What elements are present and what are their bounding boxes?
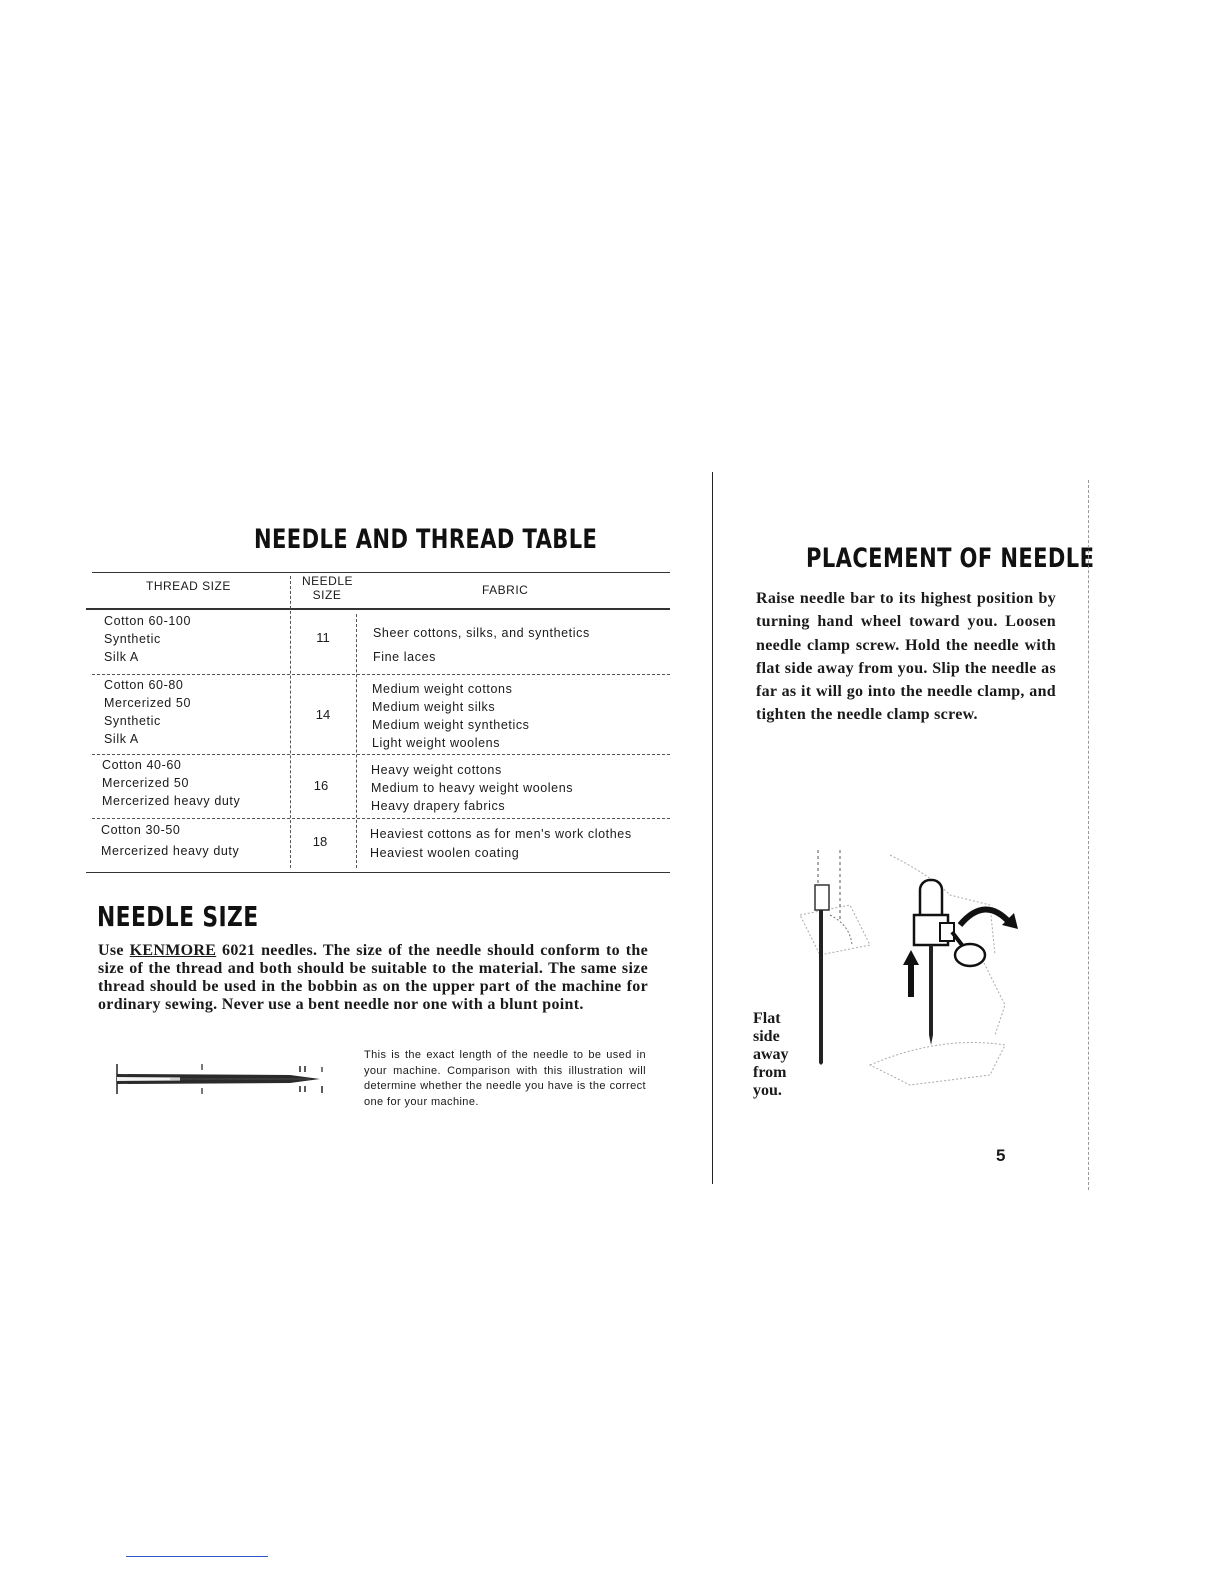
table-top-rule (92, 572, 670, 573)
needle-size-cell: 11 (316, 630, 330, 645)
needle-size-paragraph: Use KENMORE 6021 needles. The size of the needle should conform to the size of the thread and both should be suitable to the material. The same size thread should be used in the bobbin as on the upper part of the machine for ordinary sewing. Never use a bent needle nor one with a blunt point. (98, 942, 648, 1013)
page-edge (1088, 480, 1089, 1190)
table-title: NEEDLE AND THREAD TABLE (254, 524, 598, 555)
flat-side-caption: Flat side away from you. (753, 1010, 789, 1099)
turn-arrow-icon (960, 909, 1010, 925)
page-divider (712, 472, 713, 1184)
column-divider (290, 576, 291, 868)
thread-cell: Cotton 40-60 Mercerized 50 Mercerized heavy duty (102, 758, 241, 808)
row-divider (92, 754, 670, 755)
needle-side-view-icon (815, 850, 852, 1065)
thread-cell: Cotton 60-80 Mercerized 50 Synthetic Silk A (104, 678, 191, 746)
fabric-cell: Medium weight cottons Medium weight silks Medium weight synthetics Light weight woolens (372, 682, 530, 750)
row-divider (92, 674, 670, 675)
thread-cell: Cotton 60-100 Synthetic Silk A (104, 614, 192, 664)
fabric-cell: Heaviest cottons as for men's work clothes Heaviest woolen coating (370, 827, 632, 860)
needle-clamp (914, 880, 985, 1045)
page-number: 5 (996, 1146, 1006, 1165)
fabric-cell: Heavy weight cottons Medium to heavy weight woolens Heavy drapery fabrics (371, 763, 574, 813)
needle-thread-table (86, 566, 670, 876)
clamp-screw-icon (955, 944, 985, 966)
needle-size-cell: 18 (312, 834, 328, 849)
fabric-cell: Sheer cottons, silks, and synthetics Fine laces (373, 626, 590, 664)
needle-size-heading: NEEDLE SIZE (97, 900, 259, 933)
column-divider (356, 614, 357, 868)
table-bottom-rule (86, 872, 670, 873)
placement-paragraph: Raise needle bar to its highest position by turning hand wheel toward you. Loosen needle clamp screw. Hold the needle with flat side away from you. Slip the needle as far as it will go into the needle clamp, and tighten the needle clamp screw. (756, 590, 1056, 724)
header-rule (86, 608, 670, 610)
thread-cell: Cotton 30-50 Mercerized heavy duty (101, 823, 240, 858)
kenmore-brand: KENMORE (129, 942, 217, 959)
needle-size-cell: 14 (315, 707, 331, 722)
needle-illustration-caption: This is the exact length of the needle to be used in your machine. Comparison with this illustration will determine whether the needle you have is the correct one for your machine. (364, 1049, 646, 1108)
needle-size-cell: 16 (313, 778, 329, 793)
header-needle-size: NEEDLE SIZE (302, 574, 354, 602)
header-thread-size: THREAD SIZE (146, 579, 231, 593)
row-divider (92, 818, 670, 819)
header-fabric: FABRIC (482, 583, 529, 597)
needle-actual-size-illustration (110, 1060, 340, 1100)
needle-placement-illustration (790, 835, 1030, 1095)
placement-heading: PLACEMENT OF NEEDLE (806, 543, 1095, 574)
up-arrow-icon (903, 950, 919, 997)
scan-edge-line (126, 1556, 268, 1557)
